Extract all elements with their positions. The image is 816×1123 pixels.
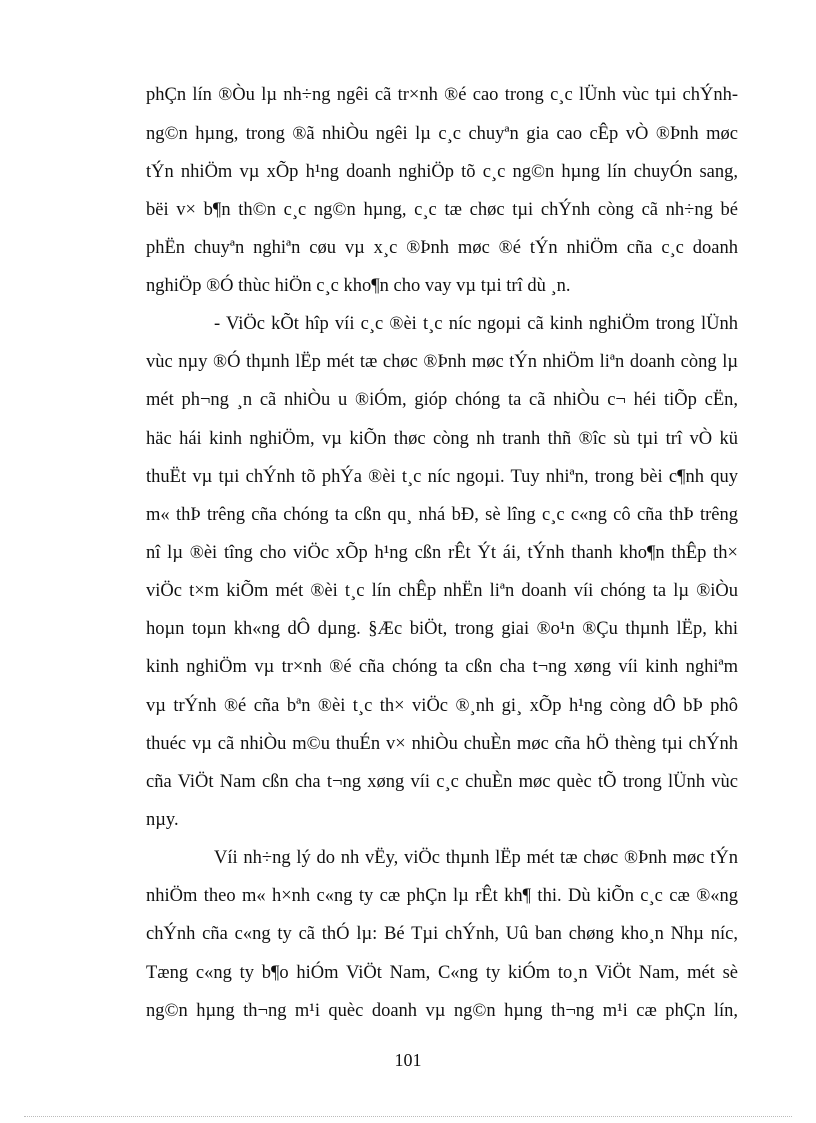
text-line: ng©n hµng th¬ng m¹i quèc doanh vµ ng©n hµng th¬ng m¹i cæ phÇn lín, xyxy=(146,1001,738,1021)
text-line: cña ViÖt Nam cßn cha t¬ng xøng víi c¸c chuÈn møc quèc tÕ trong lÜnh vùc xyxy=(146,772,738,792)
page-bottom-divider xyxy=(24,1116,792,1117)
text-line: bëi v× b¶n th©n c¸c ng©n hµng, c¸c tæ chøc tµi chÝnh còng cã nh÷ng bé xyxy=(146,200,738,220)
text-line: viÖc t×m kiÕm mét ®èi t¸c lín chÊp nhËn liªn doanh víi chóng ta lµ ®iÒu xyxy=(146,581,738,601)
text-line: Víi nh÷ng lý do nh vËy, viÖc thµnh lËp mét tæ chøc ®Þnh møc tÝn xyxy=(214,848,738,868)
text-line: phÇn lín ®Òu lµ nh÷ng ngêi cã tr×nh ®é cao trong c¸c lÜnh vùc tµi chÝnh- xyxy=(146,85,738,105)
text-line: hoµn toµn kh«ng dÔ dµng. §Æc biÖt, trong giai ®o¹n ®Çu thµnh lËp, khi xyxy=(146,619,738,639)
text-line: thuéc vµ cã nhiÒu m©u thuÉn v× nhiÒu chuÈn møc cña hÖ thèng tµi chÝnh xyxy=(146,734,738,754)
text-line: thuËt vµ tµi chÝnh tõ phÝa ®èi t¸c níc ngoµi. Tuy nhiªn, trong bèi c¶nh quy xyxy=(146,467,738,487)
text-line: mét ph¬ng ¸n cã nhiÒu u ®iÓm, gióp chóng ta cã nhiÒu c¬ héi tiÕp cËn, xyxy=(146,390,738,410)
page-number: 101 xyxy=(394,1050,422,1070)
text-line: tÝn nhiÖm vµ xÕp h¹ng doanh nghiÖp tõ c¸c ng©n hµng lín chuyÓn sang, xyxy=(146,162,738,182)
text-line: nghiÖp ®Ó thùc hiÖn c¸c kho¶n cho vay vµ tµi trî dù ¸n. xyxy=(146,276,571,296)
text-line: nî lµ ®èi tîng cho viÖc xÕp h¹ng cßn rÊt Ýt ái, tÝnh thanh kho¶n thÊp th× xyxy=(146,543,738,563)
text-line: vµ trÝnh ®é cña bªn ®èi t¸c th× viÖc ®¸nh gi¸ xÕp h¹ng còng dÔ bÞ phô xyxy=(146,696,738,716)
text-line: kinh nghiÖm vµ tr×nh ®é cña chóng ta cßn cha t¬ng xøng víi kinh nghiªm xyxy=(146,657,738,677)
text-line: ng©n hµng, trong ®ã nhiÒu ngêi lµ c¸c chuyªn gia cao cÊp vÒ ®Þnh møc xyxy=(146,124,738,144)
text-line: - ViÖc kÕt hîp víi c¸c ®èi t¸c níc ngoµi cã kinh nghiÖm trong lÜnh xyxy=(214,314,738,334)
text-line: nhiÖm theo m« h×nh c«ng ty cæ phÇn lµ rÊt kh¶ thi. Dù kiÕn c¸c cæ ®«ng xyxy=(146,886,738,906)
text-line: häc hái kinh nghiÖm, vµ kiÕn thøc còng nh tranh thñ ®îc sù tµi trî vÒ kü xyxy=(146,429,738,449)
text-line: chÝnh cña c«ng ty cã thÓ lµ: Bé Tµi chÝnh, Uû ban chøng kho¸n Nhµ níc, xyxy=(146,924,738,944)
text-line: nµy. xyxy=(146,810,179,830)
text-line: Tæng c«ng ty b¶o hiÓm ViÖt Nam, C«ng ty kiÓm to¸n ViÖt Nam, mét sè xyxy=(146,963,738,983)
text-line: vùc nµy ®Ó thµnh lËp mét tæ chøc ®Þnh møc tÝn nhiÖm liªn doanh còng lµ xyxy=(146,352,738,372)
text-line: phËn chuyªn nghiªn cøu vµ x¸c ®Þnh møc ®é tÝn nhiÖm cña c¸c doanh xyxy=(146,238,738,258)
text-line: m« thÞ trêng cña chóng ta cßn qu¸ nhá bÐ, sè lîng c¸c c«ng cô cña thÞ trêng xyxy=(146,505,738,525)
